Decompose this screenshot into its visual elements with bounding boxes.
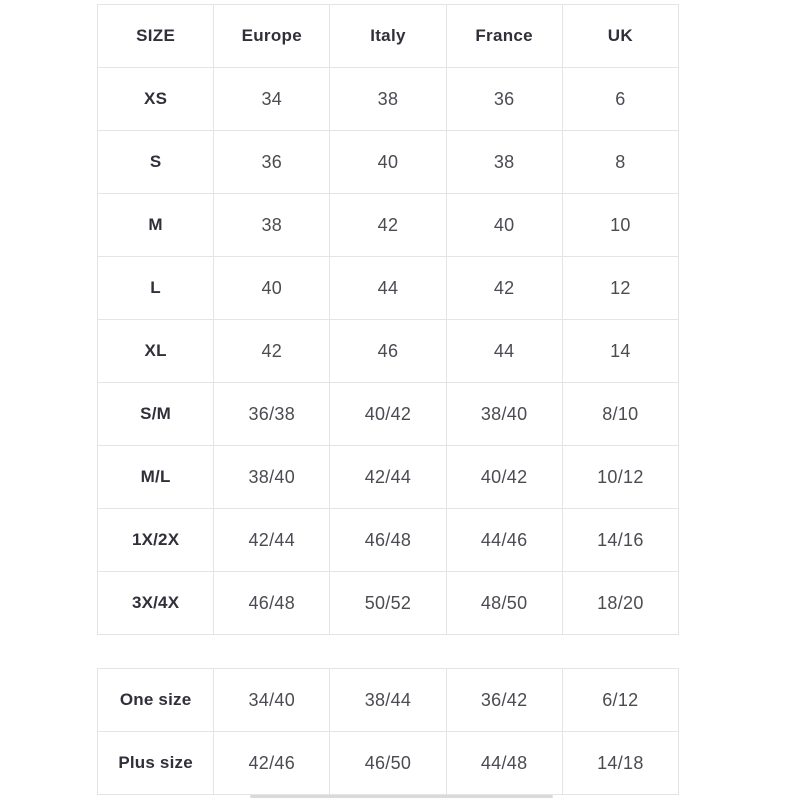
size-label-cell: XS: [98, 68, 214, 131]
value-cell: 10/12: [562, 446, 678, 509]
header-cell-europe: Europe: [214, 5, 330, 68]
value-cell: 50/52: [330, 572, 446, 635]
header-cell-italy: Italy: [330, 5, 446, 68]
value-cell: 44/48: [446, 732, 562, 795]
size-label-cell: S: [98, 131, 214, 194]
value-cell: 40/42: [330, 383, 446, 446]
special-sizes-table: [97, 668, 679, 795]
value-cell: 36/38: [214, 383, 330, 446]
table-row: [98, 68, 679, 131]
value-cell: 42/46: [214, 732, 330, 795]
size-label-cell: Plus size: [98, 732, 214, 795]
value-cell: 36: [214, 131, 330, 194]
value-cell: 38: [446, 131, 562, 194]
value-cell: 40: [446, 194, 562, 257]
header-cell-uk: UK: [562, 5, 678, 68]
value-cell: 42: [330, 194, 446, 257]
value-cell: 46: [330, 320, 446, 383]
value-cell: 6: [562, 68, 678, 131]
value-cell: 8: [562, 131, 678, 194]
value-cell: 34/40: [214, 669, 330, 732]
value-cell: 46/48: [214, 572, 330, 635]
table-row: [98, 383, 679, 446]
value-cell: 6/12: [562, 669, 678, 732]
table-header-row: [98, 5, 679, 68]
table-row: [98, 257, 679, 320]
value-cell: 38/40: [214, 446, 330, 509]
table-row: [98, 572, 679, 635]
size-label-cell: S/M: [98, 383, 214, 446]
value-cell: 44/46: [446, 509, 562, 572]
size-label-cell: 3X/4X: [98, 572, 214, 635]
value-cell: 18/20: [562, 572, 678, 635]
table-row: [98, 446, 679, 509]
value-cell: 40: [214, 257, 330, 320]
value-cell: 14/18: [562, 732, 678, 795]
value-cell: 44: [330, 257, 446, 320]
horizontal-scrollbar[interactable]: [250, 795, 553, 798]
value-cell: 12: [562, 257, 678, 320]
value-cell: 14: [562, 320, 678, 383]
header-cell-size: SIZE: [98, 5, 214, 68]
header-cell-france: France: [446, 5, 562, 68]
table-row: [98, 194, 679, 257]
value-cell: 40: [330, 131, 446, 194]
value-cell: 38/40: [446, 383, 562, 446]
value-cell: 42/44: [330, 446, 446, 509]
table-row: [98, 669, 679, 732]
value-cell: 36/42: [446, 669, 562, 732]
value-cell: 36: [446, 68, 562, 131]
value-cell: 38/44: [330, 669, 446, 732]
size-label-cell: XL: [98, 320, 214, 383]
value-cell: 44: [446, 320, 562, 383]
value-cell: 38: [214, 194, 330, 257]
size-label-cell: M: [98, 194, 214, 257]
table-row: [98, 509, 679, 572]
value-cell: 14/16: [562, 509, 678, 572]
value-cell: 8/10: [562, 383, 678, 446]
value-cell: 46/48: [330, 509, 446, 572]
value-cell: 48/50: [446, 572, 562, 635]
table-row: [98, 732, 679, 795]
value-cell: 42: [446, 257, 562, 320]
size-label-cell: 1X/2X: [98, 509, 214, 572]
value-cell: 34: [214, 68, 330, 131]
value-cell: 40/42: [446, 446, 562, 509]
value-cell: 42: [214, 320, 330, 383]
table-row: [98, 320, 679, 383]
value-cell: 42/44: [214, 509, 330, 572]
size-label-cell: M/L: [98, 446, 214, 509]
size-conversion-table: [97, 4, 679, 635]
value-cell: 38: [330, 68, 446, 131]
value-cell: 46/50: [330, 732, 446, 795]
table-row: [98, 131, 679, 194]
size-label-cell: One size: [98, 669, 214, 732]
size-label-cell: L: [98, 257, 214, 320]
value-cell: 10: [562, 194, 678, 257]
